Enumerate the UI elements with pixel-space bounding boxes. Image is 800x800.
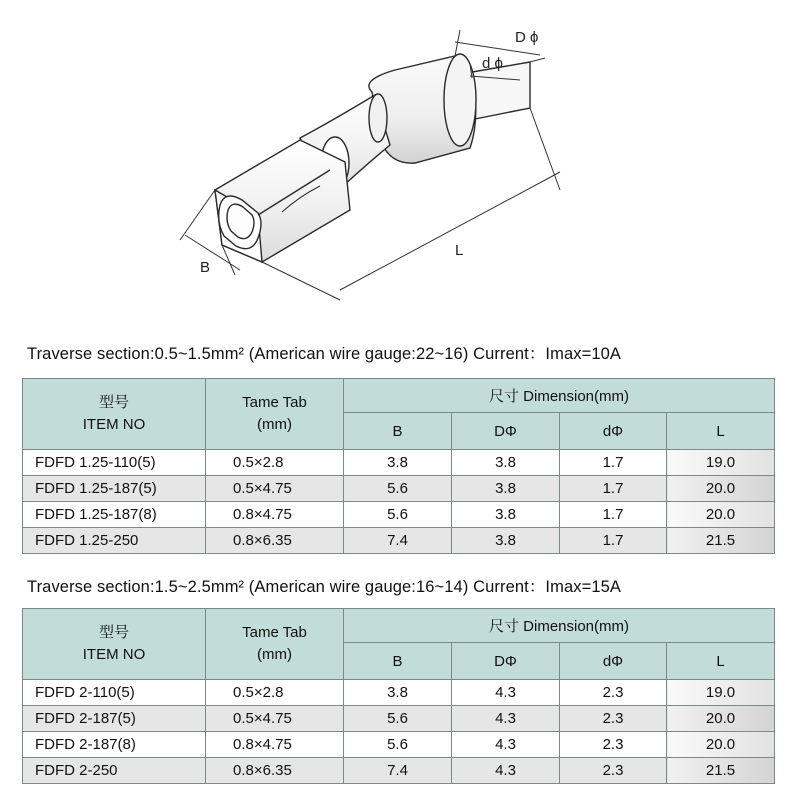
cell-D: 3.8 [452,450,560,476]
header-col-l: L [667,413,775,450]
header-tame-tab [206,609,344,680]
header-col-D: DΦ [452,643,560,680]
table-row [23,528,775,554]
section-caption-1: Traverse section:0.5~1.5mm² (American wire gauge:22~16) Current：Imax=10A [27,345,621,363]
label-L: L [455,242,464,259]
cell-l: 19.0 [667,450,775,476]
cell-tab: 0.8×4.75 [206,732,344,758]
table-row [23,680,775,706]
label-d-phi: d ϕ [482,55,503,72]
header-dimension: 尺寸 Dimension(mm) [344,609,775,643]
header-item-no [23,379,206,450]
table-row [23,706,775,732]
header-col-b: B [344,413,452,450]
cell-item: FDFD 2-187(5) [23,706,206,732]
cell-D: 3.8 [452,528,560,554]
cell-d: 1.7 [560,528,667,554]
header-col-l: L [667,643,775,680]
cell-b: 5.6 [344,706,452,732]
cell-l: 20.0 [667,706,775,732]
header-tame-tab [206,379,344,450]
table-row [23,758,775,784]
table-row [23,732,775,758]
header-tab-title: Tame Tab [242,394,307,411]
header-item-en: ITEM NO [82,646,146,663]
cell-D: 4.3 [452,732,560,758]
cell-D: 4.3 [452,758,560,784]
cell-D: 3.8 [452,502,560,528]
cell-tab: 0.8×6.35 [206,758,344,784]
cell-b: 5.6 [344,502,452,528]
cell-item: FDFD 1.25-187(5) [23,476,206,502]
header-col-d: dΦ [560,413,667,450]
cell-tab: 0.5×2.8 [206,450,344,476]
cell-b: 5.6 [344,732,452,758]
cell-item: FDFD 1.25-250 [23,528,206,554]
cell-tab: 0.8×6.35 [206,528,344,554]
connector-shape [215,54,530,262]
header-tab-unit: (mm) [257,416,292,433]
cell-l: 20.0 [667,476,775,502]
cell-b: 3.8 [344,450,452,476]
header-item-no [23,609,206,680]
cell-item: FDFD 2-187(8) [23,732,206,758]
cell-tab: 0.5×2.8 [206,680,344,706]
section-caption-2: Traverse section:1.5~2.5mm² (American wire gauge:16~14) Current：Imax=15A [27,578,621,596]
cell-tab: 0.8×4.75 [206,502,344,528]
cell-item: FDFD 2-250 [23,758,206,784]
cell-D: 4.3 [452,680,560,706]
cell-item: FDFD 2-110(5) [23,680,206,706]
cell-d: 1.7 [560,502,667,528]
label-B: B [200,259,211,276]
cell-d: 2.3 [560,706,667,732]
cell-b: 5.6 [344,476,452,502]
cell-item: FDFD 1.25-110(5) [23,450,206,476]
cell-D: 4.3 [452,706,560,732]
cell-d: 2.3 [560,758,667,784]
cell-b: 3.8 [344,680,452,706]
cell-d: 1.7 [560,476,667,502]
header-item-cn: 型号 [98,394,129,411]
cell-l: 20.0 [667,502,775,528]
header-dimension: 尺寸 Dimension(mm) [344,379,775,413]
connector-diagram [0,0,800,305]
cell-b: 7.4 [344,758,452,784]
header-tab-title: Tame Tab [242,624,307,641]
table-row [23,476,775,502]
header-col-b: B [344,643,452,680]
spec-table-1 [22,378,775,554]
cell-l: 19.0 [667,680,775,706]
header-tab-unit: (mm) [257,646,292,663]
cell-d: 2.3 [560,732,667,758]
cell-tab: 0.5×4.75 [206,706,344,732]
label-D-phi: D ϕ [515,29,539,46]
cell-D: 3.8 [452,476,560,502]
cell-tab: 0.5×4.75 [206,476,344,502]
header-col-d: dΦ [560,643,667,680]
header-item-cn: 型号 [98,624,129,641]
table-row [23,502,775,528]
spec-table-2 [22,608,775,784]
cell-d: 2.3 [560,680,667,706]
header-col-D: DΦ [452,413,560,450]
header-item-en: ITEM NO [82,416,146,433]
cell-b: 7.4 [344,528,452,554]
cell-item: FDFD 1.25-187(8) [23,502,206,528]
cell-d: 1.7 [560,450,667,476]
cell-l: 21.5 [667,528,775,554]
cell-l: 20.0 [667,732,775,758]
cell-l: 21.5 [667,758,775,784]
table-row [23,450,775,476]
